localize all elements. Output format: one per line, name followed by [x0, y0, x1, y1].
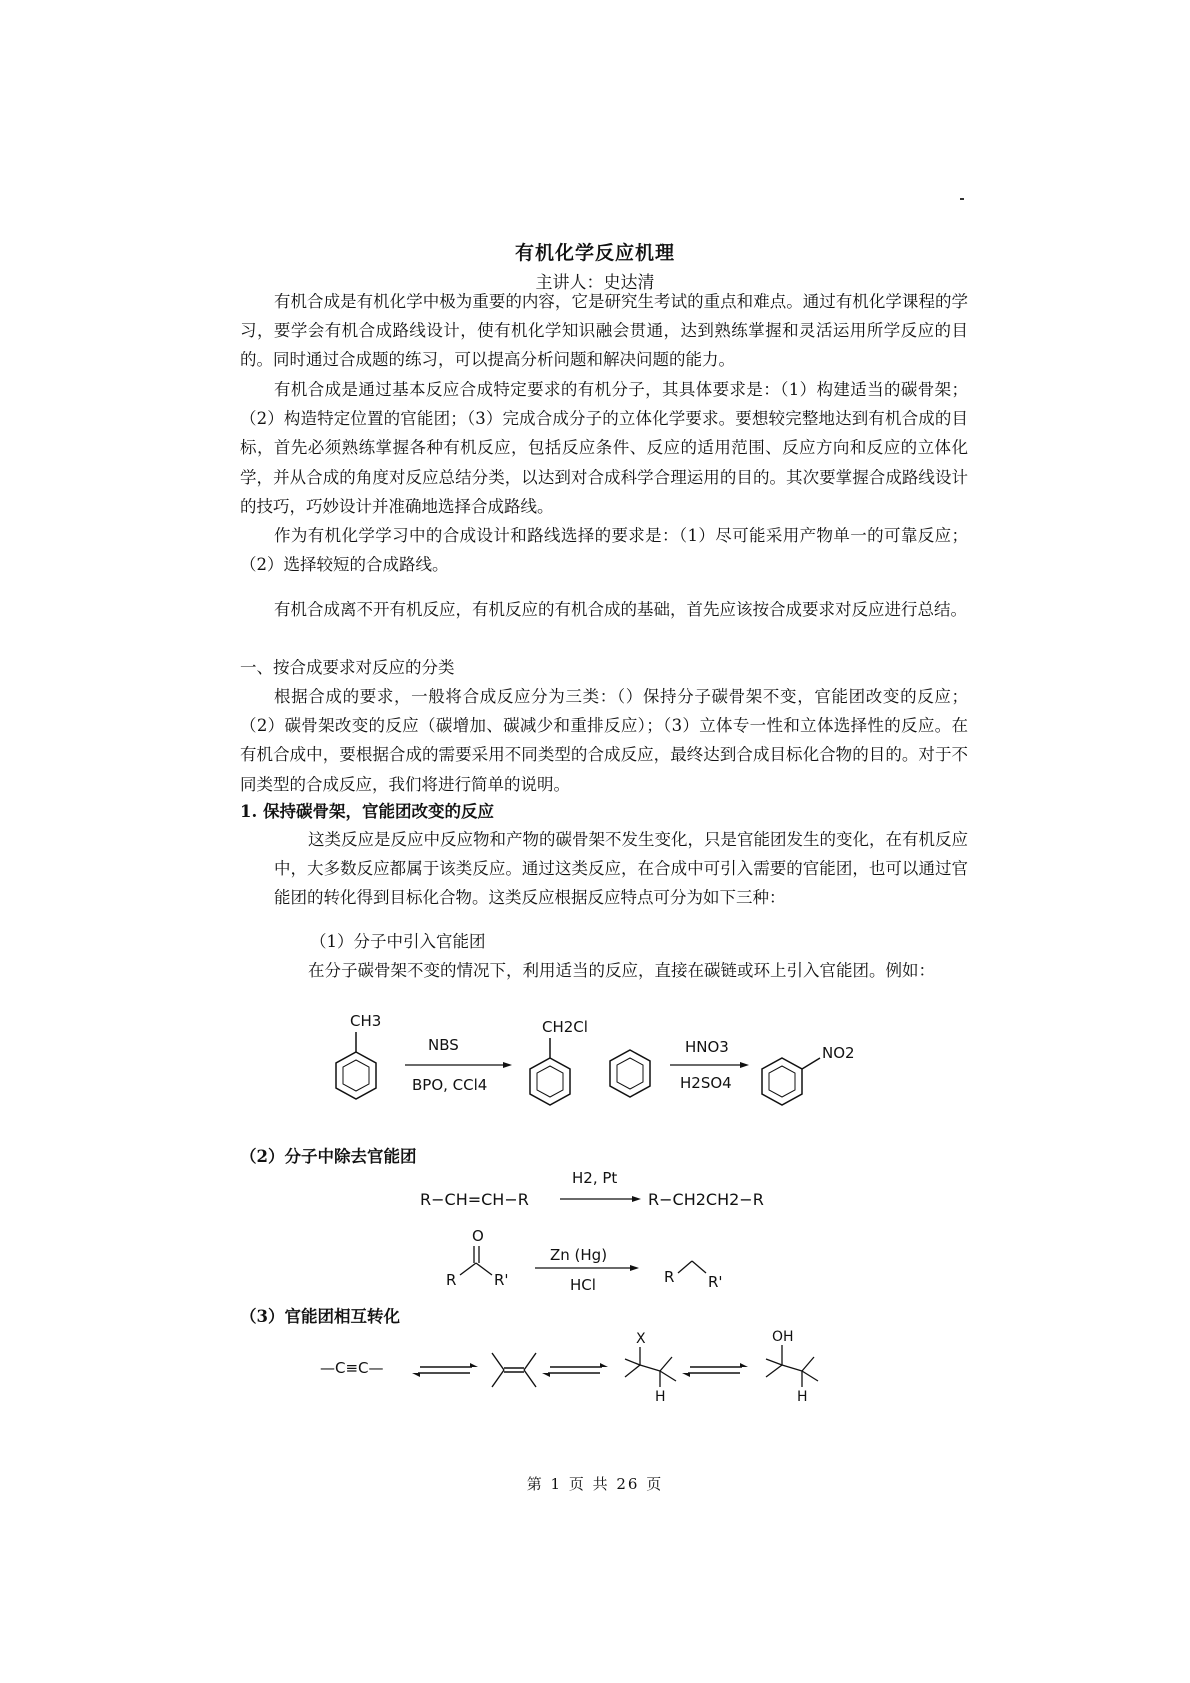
equilibrium-arrow-1	[412, 1363, 478, 1377]
speaker-line: 主讲人：史达清	[535, 273, 655, 293]
toluene-substituent: CH3	[350, 1012, 382, 1030]
ketone-r-prime: R'	[494, 1271, 509, 1289]
alkene-structure	[492, 1353, 536, 1387]
scheme-remove-functional-groups	[420, 1165, 800, 1295]
benzyl-substituent: CH2Cl	[542, 1018, 588, 1036]
equilibrium-arrow-3	[682, 1363, 748, 1377]
subsection-paragraph-1: 这类反应是反应中反应物和产物的碳骨架不发生变化，只是官能团发生的变化，在有机反应中，大多数反应都属于该类反应。通过这类反应，在合成中可引入需要的官能团，也可以通过官能团的转化得到目标化合物。这类反应根据反应特点可分为如下三种：	[274, 830, 968, 908]
item-heading-remove-group: （2）分子中除去官能团	[240, 1147, 417, 1166]
alkyl-halide-structure	[625, 1331, 676, 1405]
item-heading-introduce-group: （1）分子中引入官能团	[310, 932, 486, 951]
halide-x: X	[636, 1331, 646, 1347]
product-r-prime: R'	[708, 1273, 723, 1291]
item-paragraph-introduce-group: 在分子碳骨架不变的情况下，利用适当的反应，直接在碳链或环上引入官能团。例如：	[308, 961, 935, 980]
intro-paragraph-2: 有机合成是通过基本反应合成特定要求的有机分子，其具体要求是：（1）构建适当的碳骨架；（2）构造特定位置的官能团；（3）完成合成分子的立体化学要求。要想较完整地达到有机合成的目标，首先必须熟练掌握各种有机反应，包括反应条件、反应的适用范围、反应方向和反应的立体化学，并从合成的角度对反应总结分类，以达到对合成科学合理运用的目的。其次要掌握合成路线设计的技巧，巧妙设计并准确地选择合成路线。	[240, 380, 968, 516]
alcohol-h: H	[797, 1389, 808, 1405]
section-paragraph-classification: 根据合成的要求，一般将合成反应分为三类：（）保持分子碳骨架不变，官能团改变的反应；（2）碳骨架改变的反应（碳增加、碳减少和重排反应）；（3）立体专一性和立体选择性的反应。在有机合成中，要根据合成的需要采用不同类型的合成反应，最终达到合成目标化合物的目的。对于不同类型的合成反应，我们将进行简单的说明。	[240, 687, 968, 794]
item-heading-interconversion: （3）官能团相互转化	[240, 1307, 400, 1326]
alcohol-structure	[766, 1329, 818, 1405]
benzyl-chloride-structure	[530, 1018, 588, 1105]
intro-paragraph-1: 有机合成是有机化学中极为重要的内容，它是研究生考试的重点和难点。通过有机化学课程的学习，要学会有机合成路线设计，使有机化学知识融会贯通，达到熟练掌握和灵活运用所学反应的目的。同时通过合成题的练习，可以提高分析问题和解决问题的能力。	[240, 292, 968, 370]
alkane-product: R−CH2CH2−R	[648, 1190, 764, 1209]
ketone-oxygen: O	[472, 1227, 484, 1245]
ketone-structure	[446, 1227, 509, 1289]
nitration-arrow	[670, 1038, 749, 1092]
nitro-substituent: NO2	[822, 1044, 855, 1062]
alkyne-group: —C≡C—	[320, 1359, 384, 1377]
nitration-conditions: H2SO4	[680, 1074, 732, 1092]
nbs-conditions: BPO, CCl4	[412, 1076, 488, 1094]
section-heading-classification: 一、按合成要求对反应的分类	[240, 658, 455, 677]
benzene-structure	[610, 1050, 650, 1097]
paragraph-synthesis-basis: 有机合成离不开有机反应，有机反应的有机合成的基础，首先应该按合成要求对反应进行总结。	[274, 600, 967, 619]
halide-h: H	[655, 1389, 666, 1405]
toluene-structure	[336, 1012, 381, 1099]
nbs-reagent: NBS	[428, 1036, 459, 1054]
nitrobenzene-structure	[762, 1044, 855, 1105]
clemmensen-reagent: Zn (Hg)	[550, 1246, 608, 1264]
intro-paragraph-3: 作为有机化学学习中的合成设计和路线选择的要求是：（1）尽可能采用产物单一的可靠反应；（2）选择较短的合成路线。	[240, 526, 968, 575]
scheme-functional-group-interconversion	[320, 1325, 880, 1405]
alkene-reactant: R−CH=CH−R	[420, 1190, 529, 1209]
hydrogenation-reagent: H2, Pt	[572, 1169, 618, 1187]
subsection-heading-1: 1. 保持碳骨架，官能团改变的反应	[240, 802, 494, 821]
nitration-reagent: HNO3	[685, 1038, 729, 1056]
alcohol-oh: OH	[772, 1329, 794, 1345]
page-footer: 第 1 页 共 26 页	[526, 1475, 664, 1493]
corner-mark	[960, 198, 964, 200]
page-title: 有机化学反应机理	[514, 242, 675, 264]
clemmensen-acid: HCl	[570, 1276, 596, 1294]
scheme-introduce-functional-groups	[320, 1010, 920, 1120]
equilibrium-arrow-2	[542, 1363, 608, 1377]
ketone-r: R	[446, 1271, 457, 1289]
product-r: R	[664, 1268, 675, 1286]
reduced-product-structure	[664, 1261, 723, 1291]
nbs-arrow	[405, 1036, 512, 1094]
